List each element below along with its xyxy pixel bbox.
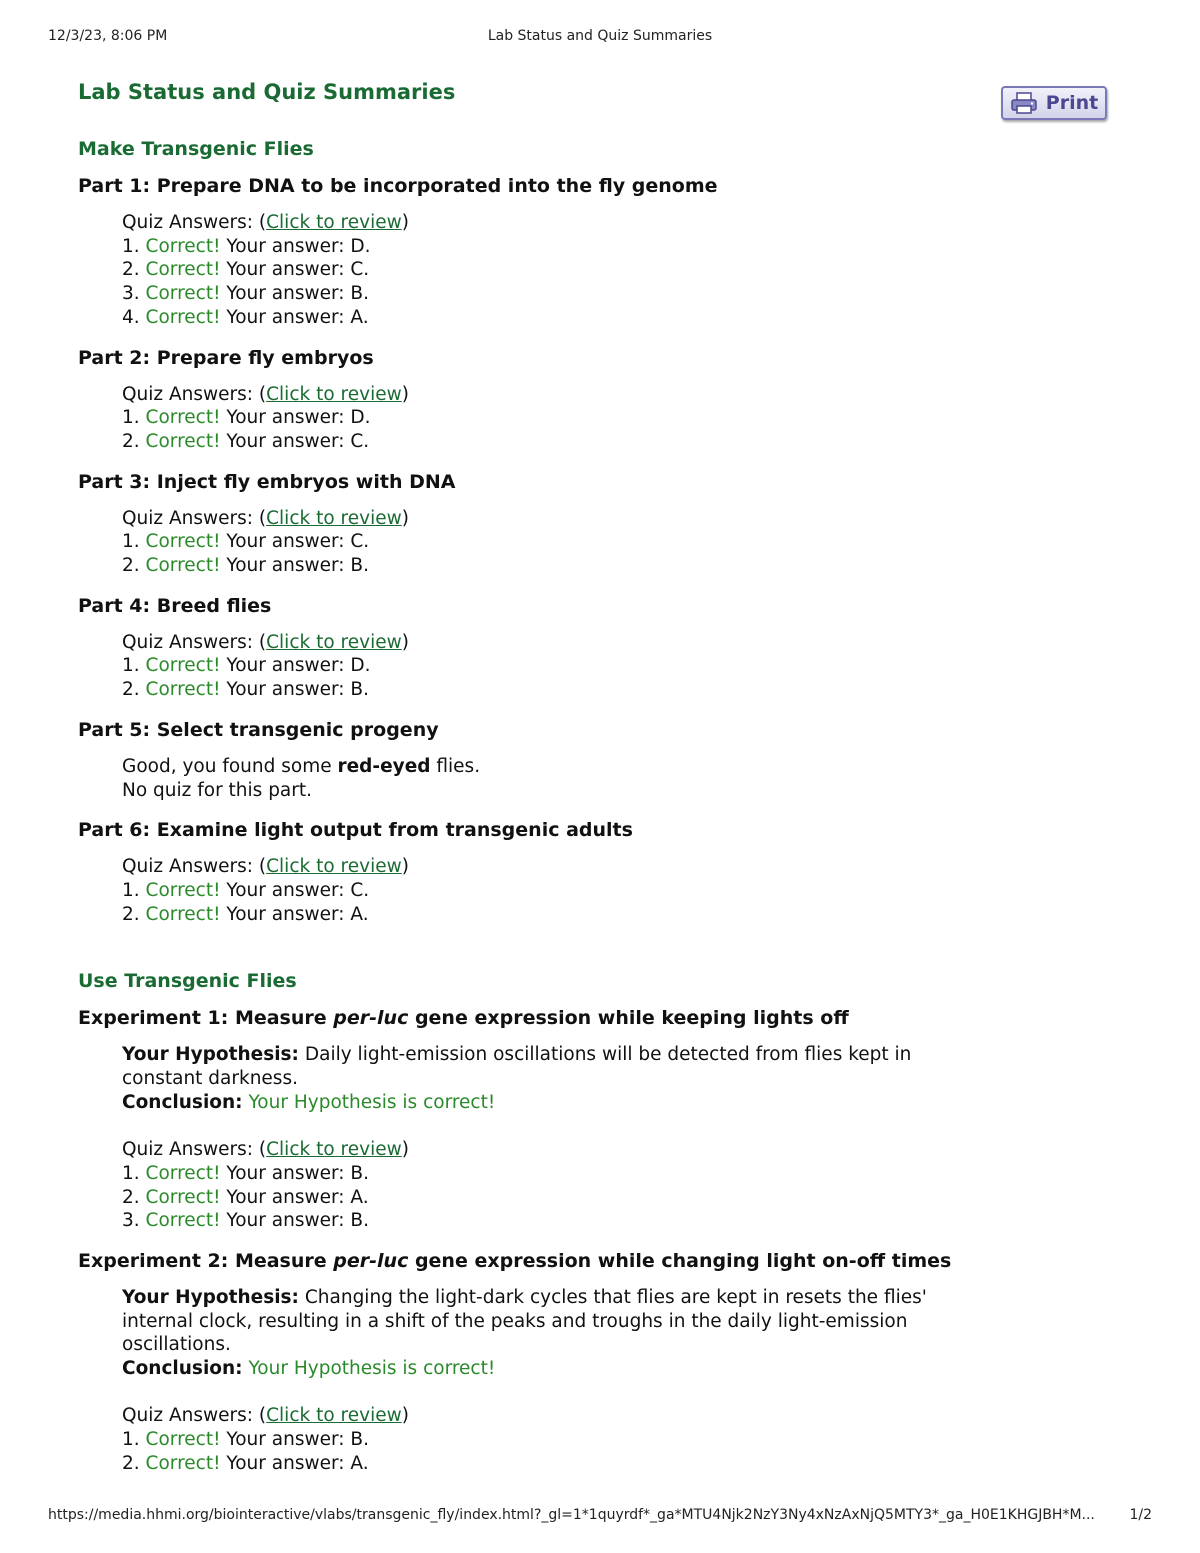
question-number: 2. <box>122 430 146 452</box>
your-answer-label: Your answer: <box>226 235 345 257</box>
quiz-answer-row <box>122 654 1118 678</box>
quiz-answers-label: Quiz Answers: ( <box>122 212 267 233</box>
part-title: Part 4: Breed flies <box>78 594 272 617</box>
answer-value: B. <box>350 1429 369 1451</box>
gene-name: per-luc <box>333 1249 409 1272</box>
hypothesis-line <box>122 1286 1118 1310</box>
answer-value: A. <box>350 903 369 925</box>
click-to-review-link[interactable]: Click to review <box>266 1405 402 1427</box>
your-answer-label: Your answer: <box>226 306 345 328</box>
close-paren: ) <box>401 383 409 405</box>
correct-label: Correct! <box>145 1186 221 1208</box>
your-answer-label: Your answer: <box>226 407 345 429</box>
click-to-review-link[interactable]: Click to review <box>266 383 402 405</box>
quiz-answers-label: Quiz Answers: ( <box>122 1405 267 1427</box>
correct-label: Correct! <box>145 235 221 257</box>
experiment-title-text: Experiment 1: Measure <box>78 1007 334 1030</box>
hypothesis-line <box>122 1043 1118 1067</box>
quiz-answer-row <box>122 235 1118 259</box>
quiz-answers-block <box>122 855 1118 926</box>
quiz-answers-header <box>122 1404 1118 1428</box>
experiment-title <box>78 1004 1118 1032</box>
answer-value: D. <box>350 235 371 257</box>
quiz-answers-block <box>122 1404 1118 1475</box>
print-footer <box>48 1507 1152 1527</box>
correct-label: Correct! <box>145 903 221 925</box>
correct-label: Correct! <box>145 259 221 281</box>
quiz-answer-row <box>122 530 1118 554</box>
conclusion-line <box>122 1357 1118 1381</box>
quiz-answer-row <box>122 1209 1118 1233</box>
your-answer-label: Your answer: <box>226 1429 345 1451</box>
experiment-1-body <box>122 1043 1118 1233</box>
your-answer-label: Your answer: <box>226 430 345 452</box>
quiz-answer-row <box>122 678 1118 702</box>
correct-label: Correct! <box>145 879 221 901</box>
page-title: Lab Status and Quiz Summaries <box>78 80 456 104</box>
answer-value: B. <box>350 555 369 577</box>
part-title: Part 5: Select transgenic progeny <box>78 718 439 741</box>
question-number: 2. <box>122 555 146 577</box>
quiz-answer-row <box>122 554 1118 578</box>
close-paren: ) <box>401 1405 409 1427</box>
your-answer-label: Your answer: <box>226 903 345 925</box>
your-answer-label: Your answer: <box>226 655 345 677</box>
quiz-answer-row <box>122 430 1118 454</box>
quiz-answers-label: Quiz Answers: ( <box>122 631 267 653</box>
answer-value: C. <box>350 531 370 553</box>
your-answer-label: Your answer: <box>226 283 345 305</box>
question-number: 1. <box>122 235 146 257</box>
quiz-answers-label: Quiz Answers: ( <box>122 507 267 529</box>
quiz-answers-label: Quiz Answers: ( <box>122 856 267 878</box>
your-answer-label: Your answer: <box>226 1452 345 1474</box>
main-content <box>78 76 1118 1476</box>
quiz-answers-label: Quiz Answers: ( <box>122 1139 267 1161</box>
quiz-answers-block <box>122 507 1118 578</box>
question-number: 2. <box>122 903 146 925</box>
quiz-answer-row <box>122 1452 1118 1476</box>
part-5-body <box>122 755 1118 802</box>
print-doc-title: Lab Status and Quiz Summaries <box>487 28 713 44</box>
hypothesis-label: Your Hypothesis: <box>122 1286 299 1308</box>
red-eyed-message <box>122 755 1118 779</box>
answer-value: D. <box>350 407 371 429</box>
click-to-review-link[interactable]: Click to review <box>266 631 402 653</box>
part-title: Part 1: Prepare DNA to be incorporated into the fly genome <box>78 175 718 197</box>
message-text: Good, you found some <box>122 755 338 777</box>
quiz-answer-row <box>122 282 1118 306</box>
your-answer-label: Your answer: <box>226 259 345 281</box>
correct-label: Correct! <box>145 283 221 305</box>
answer-value: A. <box>350 1452 369 1474</box>
conclusion-label: Conclusion: <box>122 1358 243 1380</box>
question-number: 2. <box>122 259 146 281</box>
quiz-answer-row <box>122 1186 1118 1210</box>
section-title-use-transgenic-flies: Use Transgenic Flies <box>78 970 297 993</box>
answer-value: C. <box>350 879 370 901</box>
quiz-answers-header <box>122 631 1118 655</box>
experiment-2-body <box>122 1286 1118 1476</box>
gene-name: per-luc <box>333 1007 409 1030</box>
quiz-answer-row <box>122 406 1118 430</box>
quiz-answer-row <box>122 903 1118 927</box>
answer-value: A. <box>350 306 369 328</box>
print-header <box>48 28 1152 48</box>
quiz-answers-header <box>122 383 1118 407</box>
question-number: 1. <box>122 879 146 901</box>
answer-value: B. <box>350 1210 369 1232</box>
section-title-make-transgenic-flies: Make Transgenic Flies <box>78 138 314 160</box>
quiz-answer-row <box>122 306 1118 330</box>
spacer <box>122 1381 1118 1405</box>
your-answer-label: Your answer: <box>226 679 345 701</box>
click-to-review-link[interactable]: Click to review <box>266 212 402 233</box>
part-title: Part 3: Inject fly embryos with DNA <box>78 470 456 493</box>
your-answer-label: Your answer: <box>226 1162 345 1184</box>
quiz-answers-block <box>122 383 1118 454</box>
quiz-answers-header <box>122 507 1118 531</box>
question-number: 1. <box>122 531 146 553</box>
question-number: 1. <box>122 655 146 677</box>
answer-value: B. <box>350 283 369 305</box>
quiz-answers-header <box>122 855 1118 879</box>
hypothesis-text: internal clock, resulting in a shift of the peaks and troughs in the daily light-emission <box>122 1310 908 1332</box>
your-answer-label: Your answer: <box>226 531 345 553</box>
correct-label: Correct! <box>145 1429 221 1451</box>
print-button-label: Print <box>1045 92 1099 114</box>
close-paren: ) <box>401 631 409 653</box>
part-title: Part 6: Examine light output from transgenic adults <box>78 819 633 842</box>
correct-label: Correct! <box>145 655 221 677</box>
quiz-answers-header <box>122 1138 1118 1162</box>
quiz-answers-label: Quiz Answers: ( <box>122 383 267 405</box>
close-paren: ) <box>401 1139 409 1161</box>
message-text: flies. <box>430 755 481 777</box>
your-answer-label: Your answer: <box>226 879 345 901</box>
question-number: 3. <box>122 1210 146 1232</box>
answer-value: B. <box>350 679 369 701</box>
conclusion-text: Your Hypothesis is correct! <box>248 1091 496 1113</box>
correct-label: Correct! <box>145 430 221 452</box>
correct-label: Correct! <box>145 555 221 577</box>
answer-value: B. <box>350 1162 369 1184</box>
correct-label: Correct! <box>145 407 221 429</box>
experiment-title-text: gene expression while changing light on-off times <box>408 1249 952 1272</box>
experiment-title-text: gene expression while keeping lights off <box>408 1007 849 1030</box>
close-paren: ) <box>401 507 409 529</box>
print-url: https://media.hhmi.org/biointeractive/vlabs/transgenic_fly/index.html?_gl=1*1quyrdf*_ga*MTU4Njk2NzY3Ny4xNzAxNjQ5MTY3*_ga_H0E1KHGJBH*M... <box>48 1507 1095 1523</box>
conclusion-line <box>122 1091 1118 1115</box>
quiz-answer-row <box>122 879 1118 903</box>
quiz-answers-block <box>122 631 1118 702</box>
click-to-review-link[interactable]: Click to review <box>266 1139 402 1161</box>
message-emphasis: red-eyed <box>337 755 431 777</box>
experiment-title <box>78 1247 1118 1275</box>
correct-label: Correct! <box>145 679 221 701</box>
question-number: 1. <box>122 1162 146 1184</box>
print-date: 12/3/23, 8:06 PM <box>48 28 168 44</box>
click-to-review-link[interactable]: Click to review <box>266 507 402 529</box>
hypothesis-text: Daily light-emission oscillations will be detected from flies kept in <box>304 1044 912 1066</box>
question-number: 1. <box>122 1429 146 1451</box>
question-number: 2. <box>122 1186 146 1208</box>
quiz-answer-row <box>122 258 1118 282</box>
your-answer-label: Your answer: <box>226 1210 345 1232</box>
correct-label: Correct! <box>145 1210 221 1232</box>
spacer <box>122 1114 1118 1138</box>
page-number: 1/2 <box>1129 1507 1152 1523</box>
click-to-review-link[interactable]: Click to review <box>266 856 402 878</box>
correct-label: Correct! <box>145 1452 221 1474</box>
quiz-answers-block <box>122 1138 1118 1233</box>
quiz-answer-row <box>122 1162 1118 1186</box>
experiment-title-text: Experiment 2: Measure <box>78 1249 334 1272</box>
question-number: 1. <box>122 407 146 429</box>
answer-value: C. <box>350 430 370 452</box>
answer-value: D. <box>350 655 371 677</box>
question-number: 3. <box>122 283 146 305</box>
hypothesis-text: oscillations. <box>122 1334 231 1356</box>
conclusion-text: Your Hypothesis is correct! <box>248 1358 496 1380</box>
answer-value: A. <box>350 1186 369 1208</box>
hypothesis-label: Your Hypothesis: <box>122 1044 299 1066</box>
correct-label: Correct! <box>145 1162 221 1184</box>
answer-value: C. <box>350 259 370 281</box>
quiz-answers-header <box>122 211 1118 235</box>
quiz-answer-row <box>122 1428 1118 1452</box>
question-number: 2. <box>122 679 146 701</box>
hypothesis-text: constant darkness. <box>122 1068 298 1090</box>
no-quiz-message: No quiz for this part. <box>122 779 313 801</box>
close-paren: ) <box>401 856 409 878</box>
your-answer-label: Your answer: <box>226 555 345 577</box>
your-answer-label: Your answer: <box>226 1186 345 1208</box>
question-number: 2. <box>122 1452 146 1474</box>
conclusion-label: Conclusion: <box>122 1091 243 1113</box>
close-paren: ) <box>401 212 409 233</box>
part-title: Part 2: Prepare fly embryos <box>78 346 374 369</box>
hypothesis-text: Changing the light-dark cycles that flies are kept in resets the flies' <box>304 1286 927 1308</box>
question-number: 4. <box>122 306 146 328</box>
quiz-answers-block <box>122 211 1118 330</box>
correct-label: Correct! <box>145 531 221 553</box>
correct-label: Correct! <box>145 306 221 328</box>
